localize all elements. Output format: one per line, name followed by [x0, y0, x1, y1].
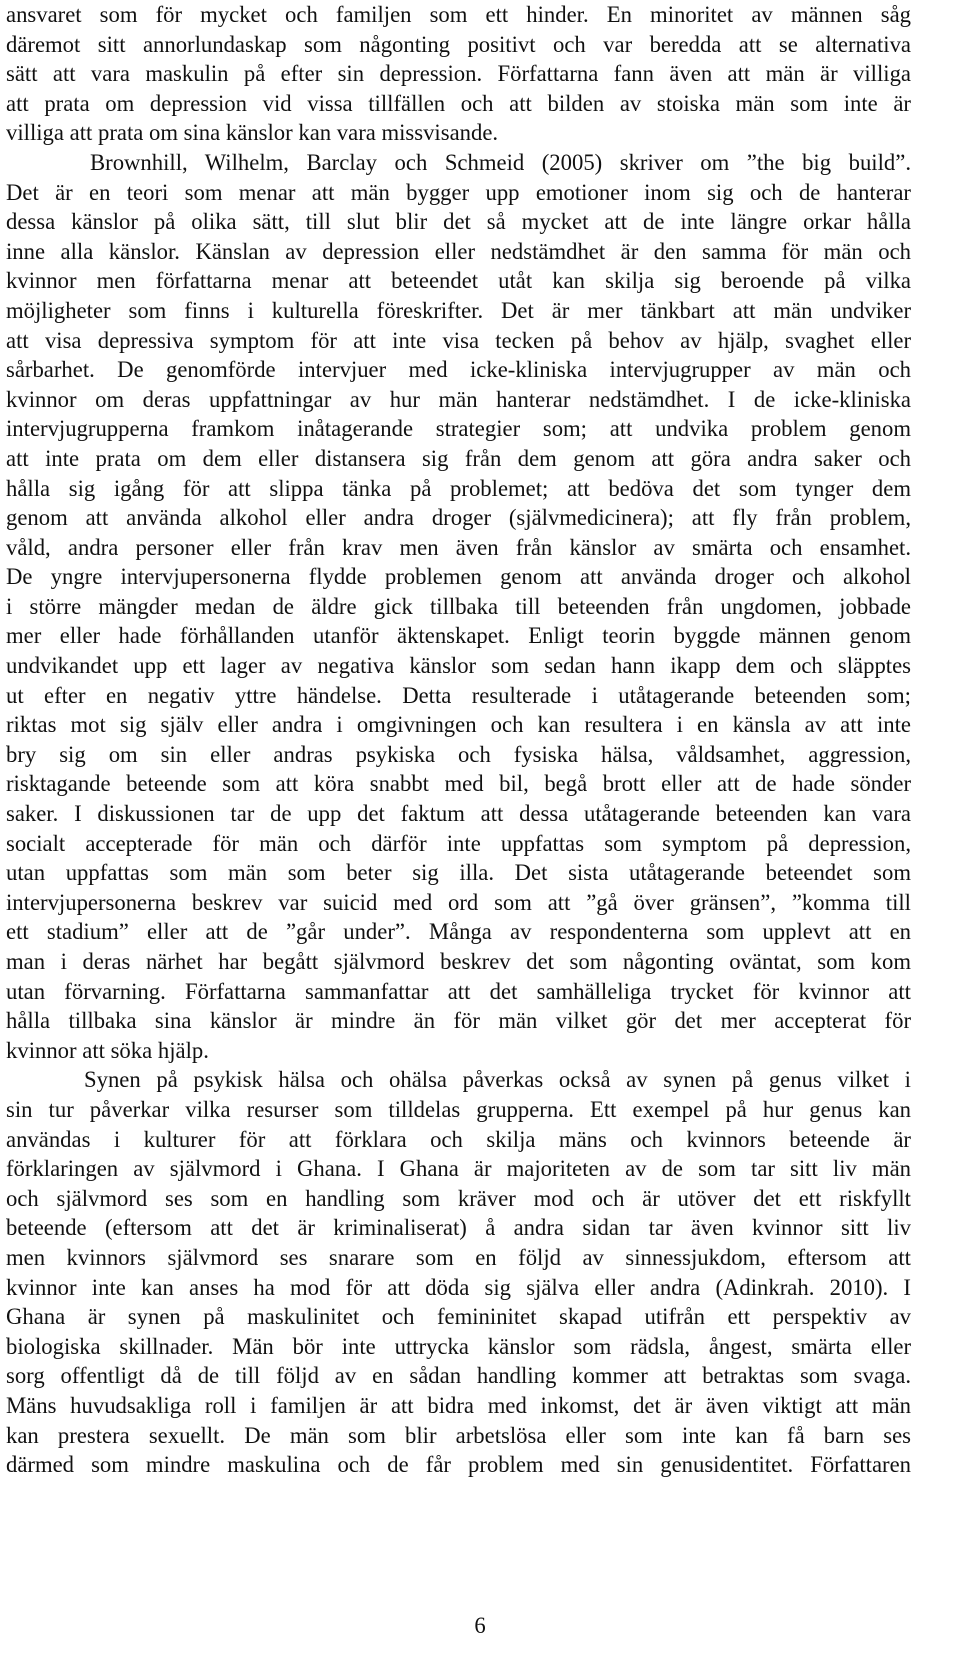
- text-line: sätt att vara maskulin på efter sin depression. Författarna fann även att män är villiga: [6, 61, 911, 87]
- text-line: bry sig om sin eller andras psykiska och fysiska hälsa, våldsamhet, aggression,: [6, 741, 911, 767]
- text-line: inne alla känslor. Känslan av depression eller nedstämdhet är den samma för män och: [6, 238, 911, 264]
- text-line: i större mängder medan de äldre gick tillbaka till beteenden från ungdomen, jobbade: [6, 593, 911, 619]
- text-line: hålla sig igång för att slippa tänka på problemet; att bedöva det som tynger dem: [6, 475, 911, 501]
- text-line: ut efter en negativ yttre händelse. Detta resulterade i utåtagerande beteenden som;: [6, 682, 911, 708]
- text-line: användas i kulturer för att förklara och skilja mäns och kvinnors beteende är: [6, 1126, 911, 1152]
- text-line: genom att använda alkohol eller andra droger (självmedicinera); att fly från problem,: [6, 505, 911, 531]
- paragraph-3: [6, 1065, 911, 1479]
- paragraph-1: [6, 0, 911, 148]
- text-line: Synen på psykisk hälsa och ohälsa påverkas också av synen på genus vilket i: [84, 1067, 911, 1093]
- body-text: [6, 0, 911, 1480]
- text-line: undvikandet upp ett lager av negativa känslor som sedan hann ikapp dem och släpptes: [6, 653, 911, 679]
- text-line: därmed som mindre maskulina och de får problem med sin genusidentitet. Författaren: [6, 1452, 911, 1478]
- text-line: att inte prata om dem eller distansera sig från dem genom att göra andra saker och: [6, 445, 911, 471]
- text-line: Brownhill, Wilhelm, Barclay och Schmeid (2005) skriver om ”the big build”.: [90, 149, 911, 175]
- text-line: ansvaret som för mycket och familjen som ett hinder. En minoritet av männen såg: [6, 2, 911, 27]
- text-line: men kvinnors självmord ses snarare som en följd av sinnessjukdom, eftersom att: [6, 1244, 911, 1270]
- paragraph-2: [6, 148, 911, 1065]
- text-line: hålla tillbaka sina känslor är mindre än för män vilket gör det mer accepterat för: [6, 1008, 911, 1034]
- text-line: och självmord ses som en handling som kräver mod och är utöver det ett riskfyllt: [6, 1185, 911, 1211]
- text-line: sin tur påverkar vilka resurser som tilldelas grupperna. Ett exempel på hur genus kan: [6, 1096, 911, 1122]
- text-line: våld, andra personer eller från krav men även från känslor av smärta och ensamhet.: [6, 534, 911, 560]
- text-line: man i deras närhet har begått självmord beskrev det som någonting oväntat, som kom: [6, 949, 911, 974]
- text-line: De yngre intervjupersonerna flydde problemen genom att använda droger och alkohol: [6, 564, 911, 590]
- text-line: intervjugrupperna framkom inåtagerande strategier som; att undvika problem genom: [6, 416, 911, 442]
- text-line: möjligheter som finns i kulturella föreskrifter. Det är mer tänkbart att män undviker: [6, 297, 911, 323]
- text-line: riktas mot sig själv eller andra i omgivningen och kan resultera i en känsla av att inte: [6, 712, 911, 738]
- text-line: kvinnor att söka hjälp.: [6, 1037, 209, 1063]
- text-line: mer eller hade förhållanden utanför äktenskapet. Enligt teorin byggde männen genom: [6, 623, 911, 649]
- text-line: sorg offentligt då de till följd av en sådan handling kommer att betraktas som svaga.: [6, 1363, 911, 1389]
- text-line: förklaringen av självmord i Ghana. I Ghana är majoriteten av de som tar sitt liv män: [6, 1156, 911, 1182]
- text-line: kan prestera sexuellt. De män som blir arbetslösa eller som inte kan få barn ses: [6, 1422, 911, 1448]
- page-number: 6: [474, 1613, 486, 1638]
- text-line: kvinnor inte kan anses ha mod för att döda sig själva eller andra (Adinkrah. 2010). I: [6, 1274, 911, 1300]
- text-line: Ghana är synen på maskulinitet och femininitet skapad utifrån ett perspektiv av: [6, 1304, 911, 1330]
- text-line: biologiska skillnader. Män bör inte uttrycka känslor som rädsla, ångest, smärta eller: [6, 1333, 911, 1359]
- text-line: villiga att prata om sina känslor kan vara missvisande.: [6, 120, 499, 146]
- text-line: kvinnor om deras uppfattningar av hur män hanterar nedstämdhet. I de icke-kliniska: [6, 386, 911, 412]
- text-line: däremot sitt annorlundaskap som någonting positivt och var beredda att se alternativa: [6, 31, 911, 57]
- text-line: saker. I diskussionen tar de upp det faktum att dessa utåtagerande beteenden kan vara: [6, 801, 911, 827]
- text-line: Det är en teori som menar att män bygger upp emotioner inom sig och de hanterar: [6, 179, 911, 205]
- text-line: Mäns huvudsakliga roll i familjen är att bidra med inkomst, det är även viktigt att män: [6, 1392, 911, 1418]
- text-line: utan förvarning. Författarna sammanfattar att det samhälleliga trycket för kvinnor att: [6, 978, 911, 1004]
- text-line: kvinnor men författarna menar att beteendet utåt kan skilja sig beroende på vilka: [6, 268, 911, 294]
- text-line: risktagande beteende som att köra snabbt med bil, begå brott eller att de hade sönder: [6, 771, 911, 797]
- text-line: sårbarhet. De genomförde intervjuer med icke-kliniska intervjugrupper av män och: [6, 357, 911, 383]
- text-line: utan uppfattas som män som beter sig illa. Det sista utåtagerande beteendet som: [6, 860, 911, 886]
- text-line: dessa känslor på olika sätt, till slut blir det så mycket att de inte längre orkar hålla: [6, 209, 911, 235]
- text-line: intervjupersonerna beskrev var suicid med ord som att ”gå över gränsen”, ”komma till: [6, 889, 911, 915]
- text-line: beteende (eftersom att det är kriminaliserat) å andra sidan tar även kvinnor sitt liv: [6, 1215, 911, 1241]
- text-line: att visa depressiva symptom för att inte visa tecken på behov av hjälp, svaghet eller: [6, 327, 911, 353]
- text-line: ett stadium” eller att de ”går under”. Många av respondenterna som upplevt att en: [6, 919, 911, 945]
- text-line: socialt accepterade för män och därför inte uppfattas som symptom på depression,: [6, 830, 911, 856]
- text-line: att prata om depression vid vissa tillfällen och att bilden av stoiska män som inte är: [6, 90, 911, 116]
